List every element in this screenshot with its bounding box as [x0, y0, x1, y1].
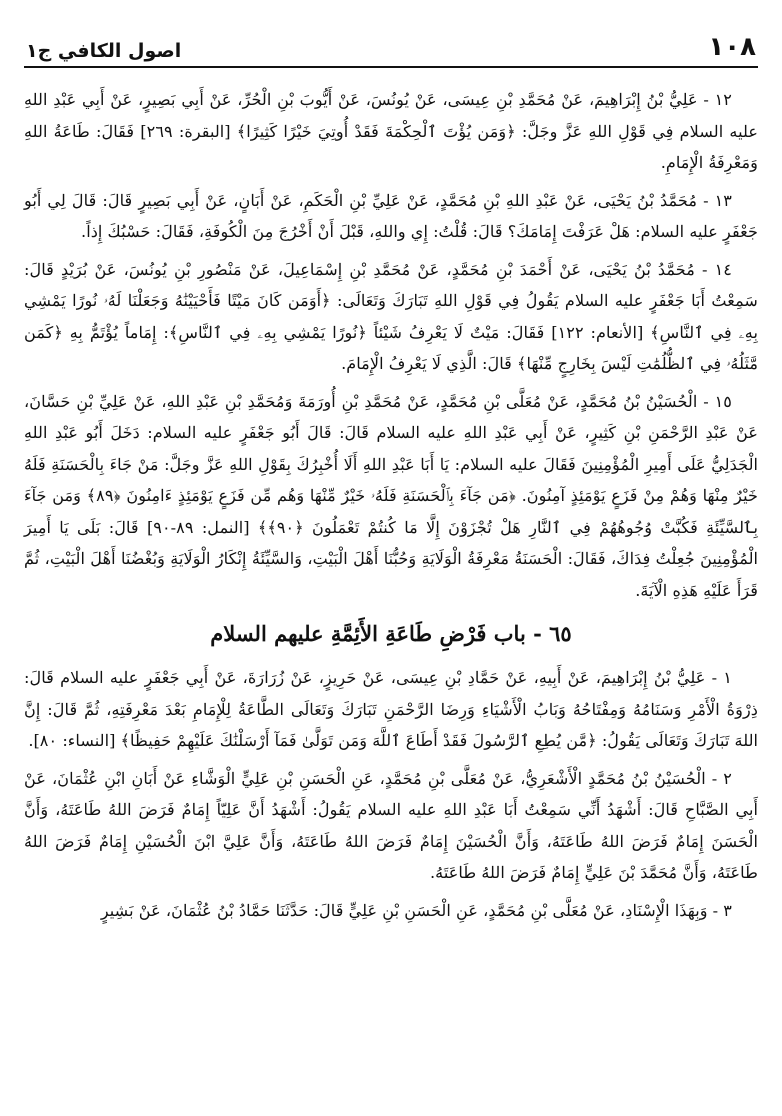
hadith-paragraph: ١٤ - مُحَمَّدُ بْنُ يَحْيَى، عَنْ أَحْمَدَ بْنِ مُحَمَّدٍ، عَنْ مُحَمَّدِ بْنِ إِسْمَاعِيلَ، عَنْ مَنْصُورِ بْنِ يُونُسَ، عَنْ بُرَيْدٍ قَالَ: سَمِعْتُ أَبَا جَعْفَرٍ عليه السلام يَقُولُ فِي قَوْلِ اللهِ تَبَارَكَ وَتَعَالَى: ﴿أَوَمَن كَانَ مَيْتًا فَأَحْيَيْنَٰهُ وَجَعَلْنَا لَهُۥ نُورًا يَمْشِي بِهِۦ فِي ٱلنَّاسِ﴾ [الأنعام: ١٢٢] فَقَالَ: مَيْتٌ لَا يَعْرِفُ شَيْئاً ﴿نُورًا يَمْشِي بِهِۦ فِي ٱلنَّاسِ﴾: إِمَاماً يُؤْتَمُّ بِهِ ﴿كَمَن مَّثَلُهُۥ فِي ٱلظُّلُمَٰتِ لَيْسَ بِخَارِجٍ مِّنْهَا﴾ قَالَ: الَّذِي لَا يَعْرِفُ الْإِمَامَ.	[24, 259, 758, 373]
running-title: اصول الكافي ج١	[26, 40, 182, 62]
page-number: ١٠٨	[708, 32, 756, 62]
hadith-paragraph: ١٢ - عَلِيُّ بْنُ إِبْرَاهِيمَ، عَنْ مُحَمَّدِ بْنِ عِيسَى، عَنْ يُونُسَ، عَنْ أَيُّوبَ بْنِ الْحُرِّ، عَنْ أَبِي بَصِيرٍ، عَنْ أَبِي عَبْدِ اللهِ عليه السلام فِي قَوْلِ اللهِ عَزَّ وجَلَّ: ﴿وَمَن يُؤْتَ ٱلْحِكْمَةَ فَقَدْ أُوتِيَ خَيْرًا كَثِيرًا﴾ [البقرة: ٢٦٩] فَقَالَ: طَاعَةُ اللهِ وَمَعْرِفَةُ الْإِمَامِ.	[24, 90, 758, 172]
hadith-paragraph: ١٥ - الْحُسَيْنُ بْنُ مُحَمَّدٍ، عَنْ مُعَلَّى بْنِ مُحَمَّدٍ، عَنْ مُحَمَّدِ بْنِ أُورَمَةَ وَمُحَمَّدِ بْنِ عَبْدِ اللهِ، عَنْ عَلِيِّ بْنِ حَسَّانَ، عَنْ عَبْدِ الرَّحْمَنِ بْنِ كَثِيرٍ، عَنْ أَبِي عَبْدِ اللهِ عليه السلام قَالَ: قَالَ أَبُو جَعْفَرٍ عليه السلام: دَخَلَ أَبُو عَبْدِ اللهِ الْجَدَلِيُّ عَلَى أَمِيرِ الْمُؤْمِنِينَ فَقَالَ عليه السلام: يَا أَبَا عَبْدِ اللهِ أَلَا أُخْبِرُكَ بِقَوْلِ اللهِ عَزَّ وجَلَّ: مَنْ جَاءَ بِالْحَسَنَةِ فَلَهُ خَيْرٌ مِنْهَا وَهُمْ مِنْ فَزَعٍ يَوْمَئِذٍ آمِنُونَ. ﴿مَن جَآءَ بِٱلْحَسَنَةِ فَلَهُۥ خَيْرٌ مِّنْهَا وَهُم مِّن فَزَعٍ يَوْمَئِذٍ ءَامِنُونَ ﴿٨٩﴾ وَمَن جَآءَ بِٱلسَّيِّئَةِ فَكُبَّتْ وُجُوهُهُمْ فِي ٱلنَّارِ هَلْ تُجْزَوْنَ إِلَّا مَا كُنتُمْ تَعْمَلُونَ ﴿٩٠﴾﴾ [النمل: ٨٩-٩٠] قَالَ: بَلَى يَا أَمِيرَ الْمُؤْمِنِينَ جُعِلْتُ فِدَاكَ، فَقَالَ: الْحَسَنَةُ مَعْرِفَةُ الْوَلَايَةِ وَحُبُّنَا أَهْلَ الْبَيْتِ، وَالسَّيِّئَةُ إِنْكَارُ الْوَلَايَةِ وَبُغْضُنَا أَهْلَ الْبَيْتِ، ثُمَّ قَرَأَ عَلَيْهِ هَذِهِ الْآيَةَ.	[24, 391, 759, 600]
book-page	[24, 22, 758, 1102]
hadith-paragraph: ٣ - وَبِهَذَا الْإِسْنَادِ، عَنْ مُعَلَّى بْنِ مُحَمَّدٍ، عَنِ الْحَسَنِ بْنِ عَلِيٍّ قَالَ: حَدَّثَنَا حَمَّادُ بْنُ عُثْمَانَ، عَنْ بَشِيرٍ	[100, 900, 732, 920]
hadith-paragraph: ١ - عَلِيُّ بْنُ إِبْرَاهِيمَ، عَنْ أَبِيهِ، عَنْ حَمَّادِ بْنِ عِيسَى، عَنْ حَرِيزٍ، عَنْ زُرَارَةَ، عَنْ أَبِي جَعْفَرٍ عليه السلام قَالَ: ذِرْوَةُ الْأَمْرِ وَسَنَامُهُ وَمِفْتَاحُهُ وَبَابُ الْأَشْيَاءِ وَرِضَا الرَّحْمَنِ تَبَارَكَ وَتَعَالَى الطَّاعَةُ لِلْإِمَامِ بَعْدَ مَعْرِفَتِهِ، ثُمَّ قَالَ: إِنَّ اللهَ تَبَارَكَ وَتَعَالَى يَقُولُ: ﴿مَّن يُطِعِ ٱلرَّسُولَ فَقَدْ أَطَاعَ ٱللَّهَ وَمَن تَوَلَّىٰ فَمَآ أَرْسَلْنَٰكَ عَلَيْهِمْ حَفِيظًا﴾ [النساء: ٨٠].	[24, 668, 758, 750]
page-content	[24, 68, 758, 926]
page-header	[24, 22, 758, 68]
chapter-heading: ٦٥ - باب فَرْضِ طَاعَةِ الأَئِمَّةِ عليهم السلام	[210, 621, 572, 646]
hadith-paragraph: ١٣ - مُحَمَّدُ بْنُ يَحْيَى، عَنْ عَبْدِ اللهِ بْنِ مُحَمَّدٍ، عَنْ عَلِيِّ بْنِ الْحَكَمِ، عَنْ أَبَانٍ، عَنْ أَبِي بَصِيرٍ قَالَ: قَالَ لِي أَبُو جَعْفَرٍ عليه السلام: هَلْ عَرَفْتَ إِمَامَكَ؟ قَالَ: قُلْتُ: إِي واللهِ، قَبْلَ أَنْ أَخْرُجَ مِنَ الْكُوفَةِ، فَقَالَ: حَسْبُكَ إِذاً.	[24, 190, 758, 241]
hadith-paragraph: ٢ - الْحُسَيْنُ بْنُ مُحَمَّدٍ الْأَشْعَرِيُّ، عَنْ مُعَلَّى بْنِ مُحَمَّدٍ، عَنِ الْحَسَنِ بْنِ عَلِيٍّ الْوَشَّاءِ عَنْ أَبَانِ ابْنِ عُثْمَانَ، عَنْ أَبِي الصَّبَّاحِ قَالَ: أَشْهَدُ أَنِّي سَمِعْتُ أَبَا عَبْدِ اللهِ عليه السلام يَقُولُ: أَشْهَدُ أَنَّ عَلِيّاً إِمَامٌ فَرَضَ اللهُ طَاعَتَهُ، وَأَنَّ الْحَسَنَ إِمَامٌ فَرَضَ اللهُ طَاعَتَهُ، وَأَنَّ الْحُسَيْنَ إِمَامٌ فَرَضَ اللهُ طَاعَتَهُ، وَأَنَّ عَلِيَّ ابْنَ الْحُسَيْنِ إِمَامٌ فَرَضَ اللهُ طَاعَتَهُ، وَأَنَّ مُحَمَّدَ بْنَ عَلِيٍّ إِمَامٌ فَرَضَ اللهُ طَاعَتَهُ.	[24, 768, 758, 882]
